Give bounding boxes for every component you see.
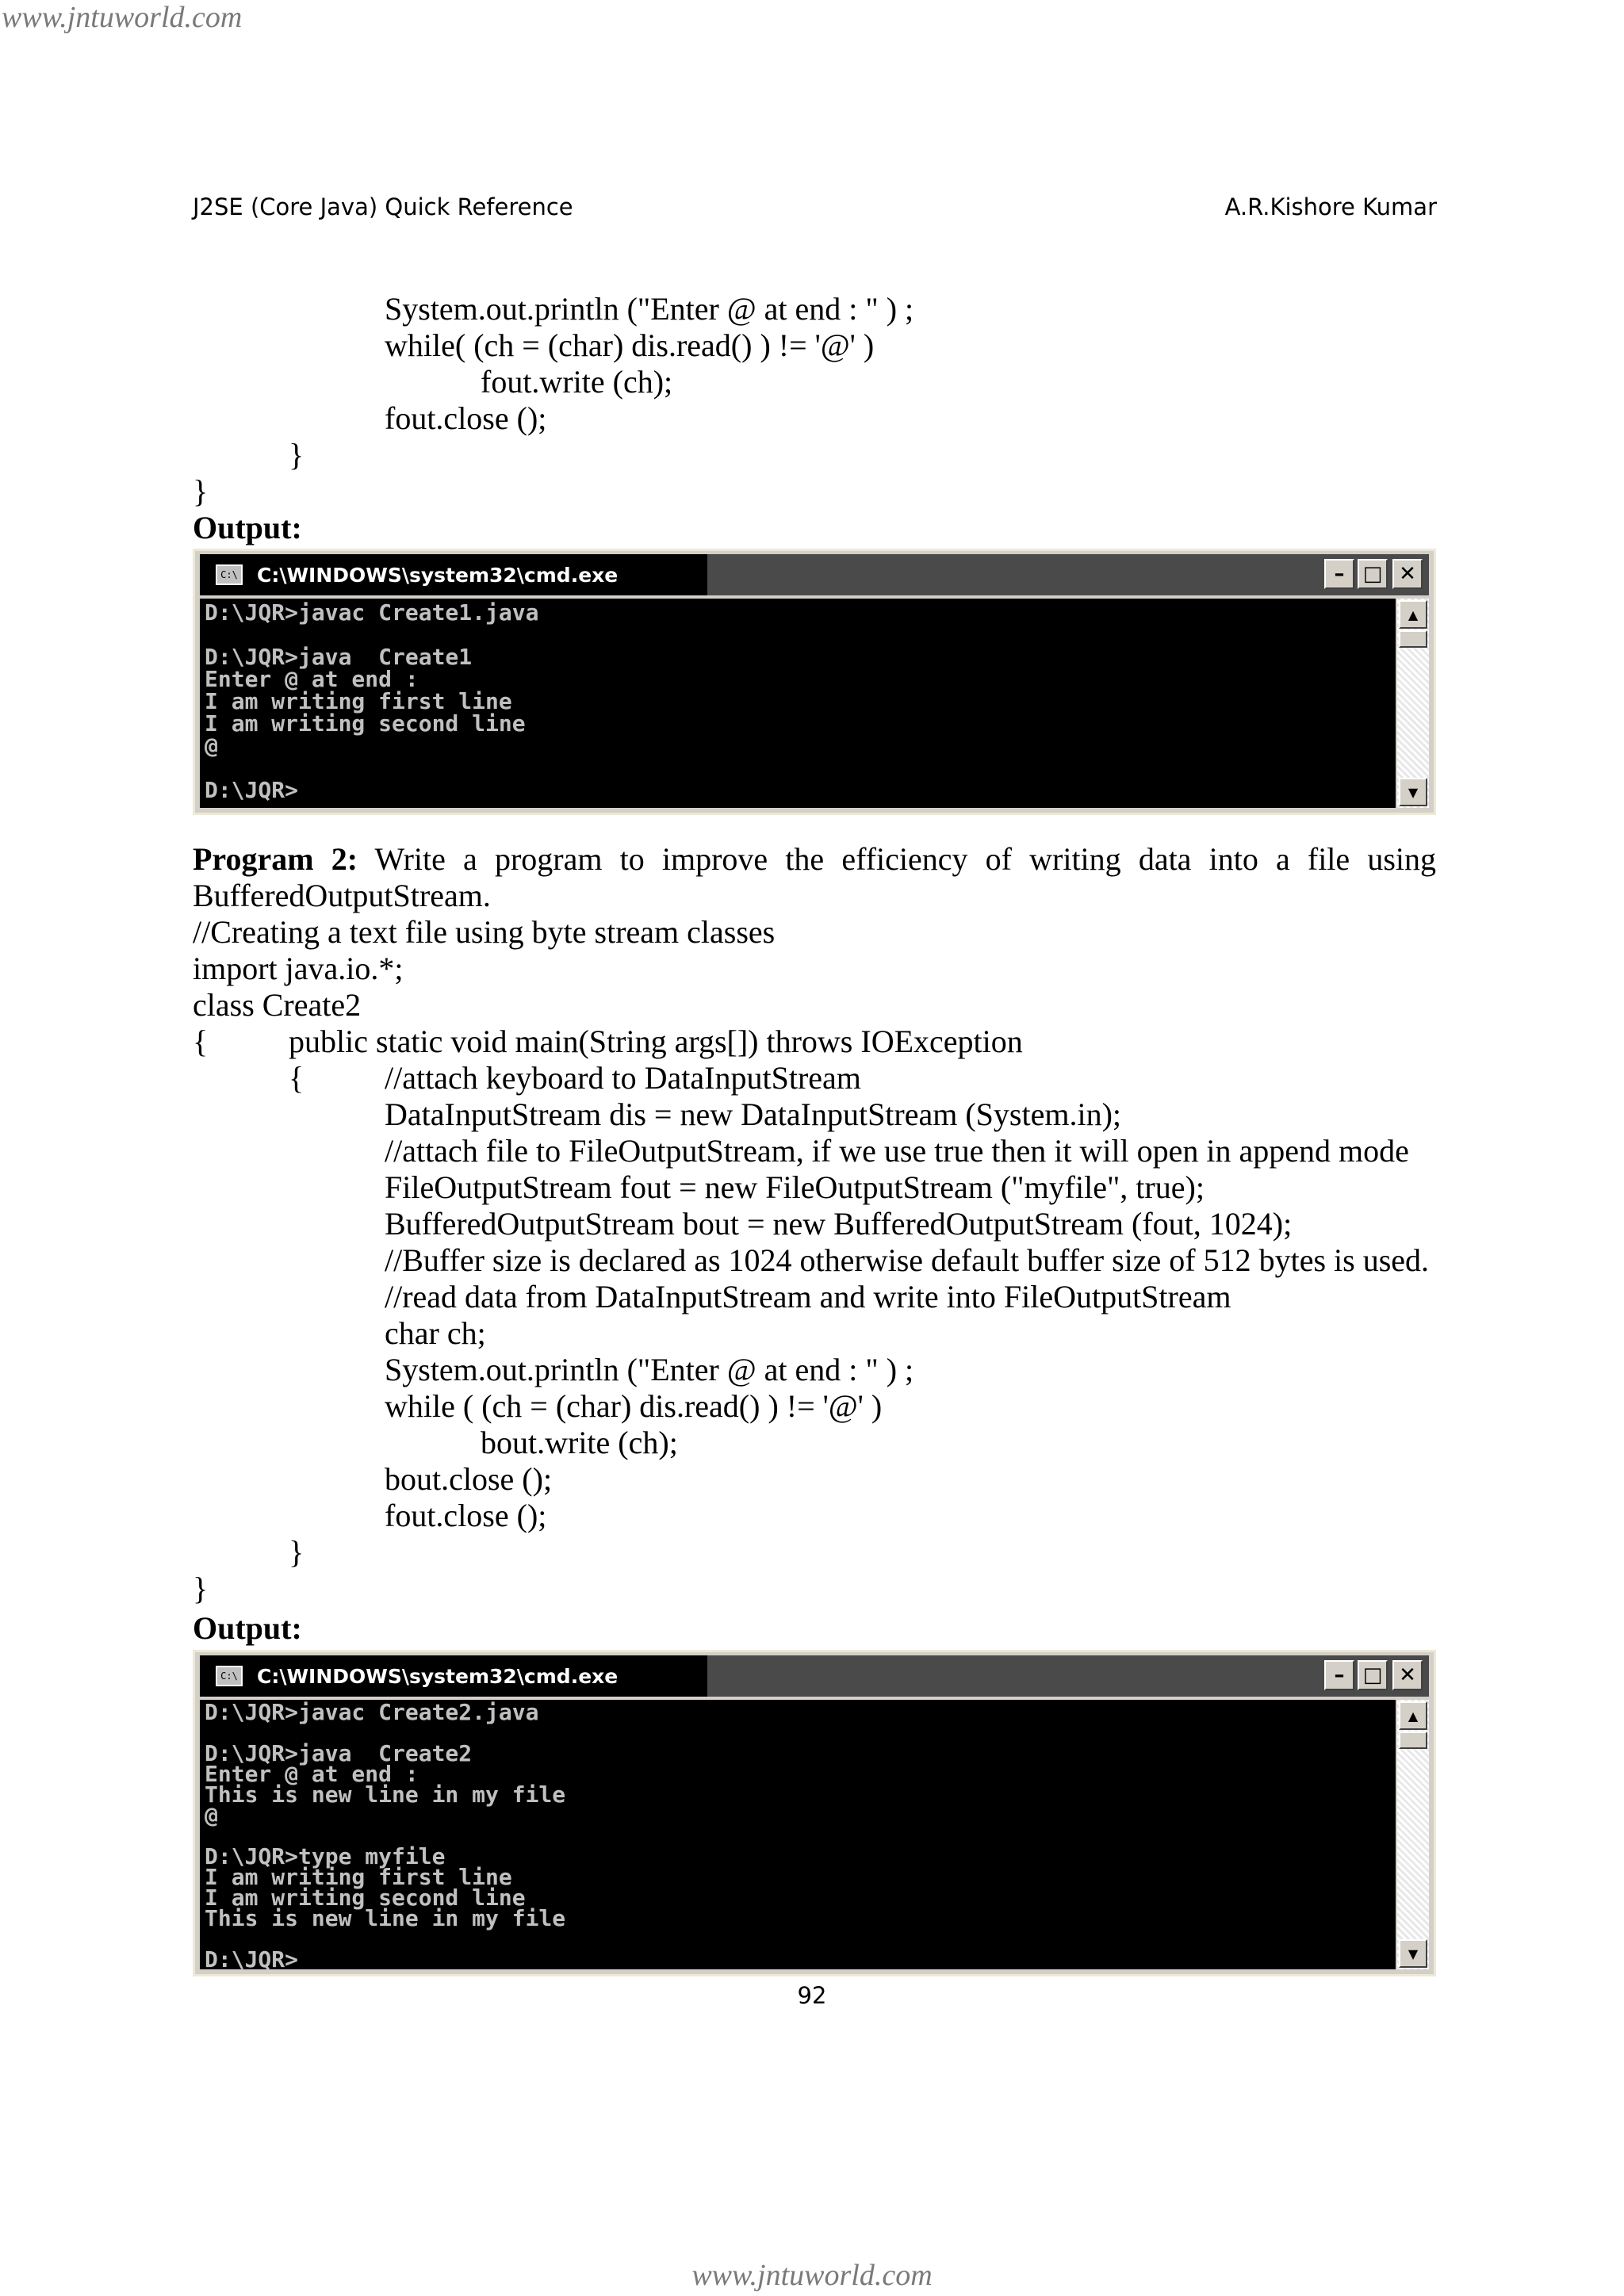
cmd-title-bar: [200, 1655, 1429, 1697]
console-line: @: [205, 733, 218, 759]
code-line: class Create2: [193, 987, 362, 1023]
console-line: D:\JQR>java Create1: [205, 644, 473, 670]
console-line: Enter @ at end :: [205, 666, 419, 692]
code-line: FileOutputStream fout = new FileOutputStream ("myfile", true);: [385, 1169, 1205, 1205]
code-line: //Buffer size is declared as 1024 otherwise default buffer size of 512 bytes is used.: [385, 1242, 1430, 1278]
cmd-title: C:\WINDOWS\system32\cmd.exe: [257, 563, 619, 587]
code-line: import java.io.*;: [193, 951, 404, 986]
minimize-button[interactable]: –: [1324, 559, 1354, 589]
code-line: }: [289, 437, 304, 473]
code-line: {: [289, 1060, 304, 1096]
cmd-console: [200, 1699, 1396, 1973]
output-label: Output:: [193, 1610, 302, 1646]
program-2-heading: [193, 841, 1436, 914]
scroll-down-icon[interactable]: ▼: [1399, 778, 1427, 806]
cmd-window-1: [193, 549, 1436, 815]
code-line: }: [193, 473, 209, 509]
console-line: @: [205, 1802, 218, 1828]
console-line: D:\JQR>java Create2: [205, 1740, 473, 1766]
console-line: D:\JQR>javac Create2.java: [205, 1699, 539, 1725]
cmd-console: [200, 599, 1396, 808]
scroll-thumb[interactable]: [1399, 630, 1427, 648]
code-line: }: [289, 1534, 304, 1570]
close-button[interactable]: ✕: [1392, 1660, 1423, 1690]
program-description: Write a program to improve the efficiency of writing data into a file using BufferedOutputStream.: [193, 841, 1436, 913]
close-button[interactable]: ✕: [1392, 559, 1423, 589]
code-line: BufferedOutputStream bout = new BufferedOutputStream (fout, 1024);: [385, 1206, 1293, 1242]
maximize-button[interactable]: □: [1358, 559, 1388, 589]
console-line: Enter @ at end :: [205, 1761, 419, 1787]
code-line: DataInputStream dis = new DataInputStream (System.in);: [385, 1096, 1122, 1132]
vertical-scrollbar[interactable]: [1397, 1700, 1429, 1969]
code-line: //Creating a text file using byte stream classes: [193, 914, 776, 950]
code-line: bout.close ();: [385, 1461, 553, 1497]
watermark-bottom: www.jntuworld.com: [691, 2259, 933, 2292]
scroll-thumb[interactable]: [1399, 1732, 1427, 1749]
cmd-title-bar: [200, 554, 1429, 595]
code-line: while ( (ch = (char) dis.read() ) != '@' ): [385, 1388, 883, 1424]
cmd-title: C:\WINDOWS\system32\cmd.exe: [257, 1664, 619, 1688]
code-line: while( (ch = (char) dis.read() ) != '@' ): [385, 327, 875, 363]
cmd-app-icon: C:\: [216, 564, 243, 585]
console-line: This is new line in my file: [205, 1905, 566, 1931]
scroll-up-icon[interactable]: ▲: [1399, 1701, 1427, 1730]
code-line: public static void main(String args[]) throws IOException: [289, 1024, 1023, 1059]
code-line: //attach file to FileOutputStream, if we use true then it will open in append mode: [385, 1133, 1409, 1169]
console-line: I am writing first line: [205, 688, 512, 714]
watermark-top: www.jntuworld.com: [2, 1, 243, 34]
console-line: D:\JQR>type myfile: [205, 1843, 446, 1869]
code-line: {: [193, 1024, 209, 1059]
code-line: System.out.println ("Enter @ at end : " ) ;: [385, 1352, 914, 1387]
console-line: I am writing first line: [205, 1864, 512, 1890]
code-line: fout.write (ch);: [481, 364, 673, 400]
console-line: D:\JQR>: [205, 777, 299, 803]
vertical-scrollbar[interactable]: [1397, 599, 1429, 808]
code-line: bout.write (ch);: [481, 1425, 678, 1460]
code-line: //attach keyboard to DataInputStream: [385, 1060, 861, 1096]
minimize-button[interactable]: –: [1324, 1660, 1354, 1690]
cmd-window-2: [193, 1650, 1436, 1976]
program-label: Program 2:: [193, 841, 358, 877]
scroll-up-icon[interactable]: ▲: [1399, 600, 1427, 629]
cmd-app-icon: C:\: [216, 1666, 243, 1686]
running-header-author: A.R.Kishore Kumar: [1224, 193, 1437, 220]
page-number: 92: [797, 1982, 827, 2009]
running-header-title: J2SE (Core Java) Quick Reference: [193, 193, 573, 220]
code-line: char ch;: [385, 1315, 486, 1351]
maximize-button[interactable]: □: [1358, 1660, 1388, 1690]
code-line: fout.close ();: [385, 1498, 547, 1533]
output-label: Output:: [193, 510, 302, 545]
code-line: //read data from DataInputStream and write into FileOutputStream: [385, 1279, 1231, 1314]
console-line: I am writing second line: [205, 1885, 526, 1911]
console-line: D:\JQR>: [205, 1946, 299, 1973]
code-line: fout.close ();: [385, 400, 547, 436]
console-line: D:\JQR>javac Create1.java: [205, 599, 539, 626]
code-line: System.out.println ("Enter @ at end : " ) ;: [385, 291, 914, 327]
code-line: }: [193, 1571, 209, 1606]
console-line: This is new line in my file: [205, 1781, 566, 1808]
console-line: I am writing second line: [205, 710, 526, 737]
scroll-down-icon[interactable]: ▼: [1399, 1939, 1427, 1968]
